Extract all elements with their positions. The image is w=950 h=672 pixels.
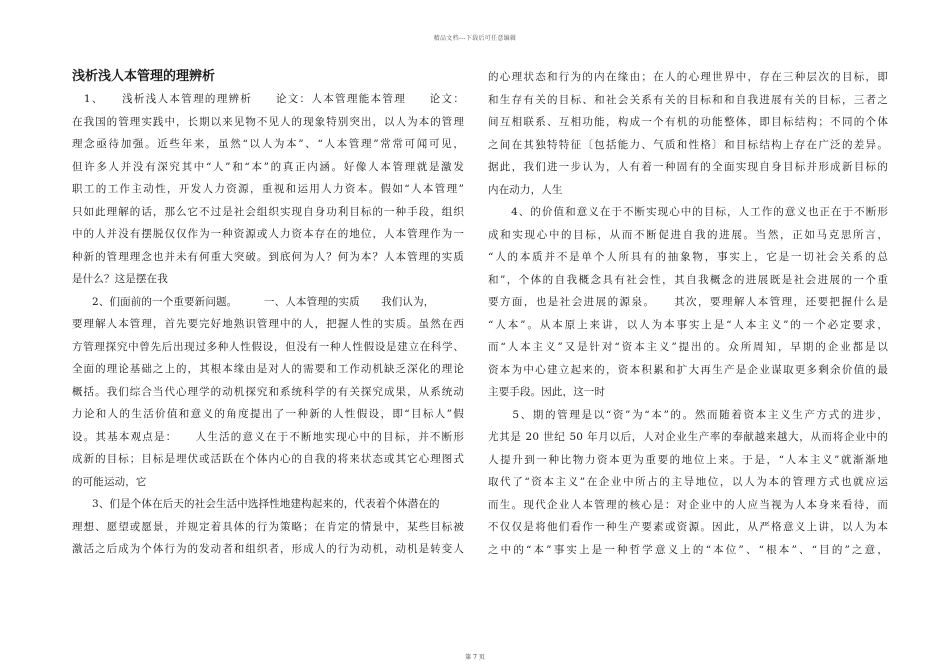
text-line: 种新的管理理念也并未有何重大突破。到底何为人？何为本？人本管理的实质 (72, 250, 464, 263)
paragraph-3-continued (488, 66, 888, 201)
text-line: 理念亟待加强。近些年来，虽然“以人为本”、“人本管理”常常可闻可见， (72, 138, 464, 150)
text-line: 方管理探究中曾先后出现过多种人性假设，但没有一种人性假设是建立在科学、 (72, 340, 464, 353)
text-line: 成新的目标；目标是埋伏或活跃在个体内心的自我的将来状态或其它心理图式 (72, 453, 464, 465)
text-line: 只如此理解的话，那么它不过是社会组织实现自身功利目标的一种手段，组织 (72, 205, 464, 218)
text-line: 概括。我们综合当代心理学的动机探究和系统科学的有关探究成果，从系统动 (72, 385, 464, 398)
text-line: 和”，个体的自我概念具有社会性，其自我概念的进展既是社会进展的一个重 (488, 273, 888, 286)
text-line: 主要手段。因此，这一时 (488, 386, 606, 398)
text-line: 设。其基本观点是： 人生活的意义在于不断地实现心中的目标，并不断形 (72, 430, 464, 443)
text-line: 要方面，也是社会进展的源泉。 其次，要理解人本管理，还要把握什么是 (488, 296, 888, 308)
text-line: 5、期的管理是以“资”为“本”的。然而随着资本主义生产方式的进步， (488, 408, 888, 421)
text-line: 的可能运动，它 (72, 475, 147, 488)
page-header: 精品文档---下载后可任意编辑 (433, 35, 517, 42)
paragraph-1 (72, 88, 464, 291)
text-line: “人本”。从本原上来讲，以人为本事实上是“人本主义”的一个必定要求， (488, 318, 888, 331)
text-line: 是什么？这是摆在我 (72, 273, 168, 285)
right-column (488, 66, 888, 561)
text-line: 成和实现心中的目标，从而不断促进自我的进展。当然，正如马克思所言， (488, 228, 888, 241)
text-line: 内在动力，人生 (488, 183, 563, 196)
text-line: 之间在其独特特征〔包括能力、气质和性格〕和目标结构上存在广泛的差异。 (488, 138, 888, 151)
paragraph-5 (488, 404, 888, 562)
text-line: 资本为中心建立起来的，资本积累和扩大再生产是企业谋取更多剩余价值的最 (488, 363, 888, 376)
text-line: 不仅仅是将他们看作一种生产要素或资源。因此，从严格意义上讲，以人为本 (488, 521, 888, 533)
page-number: 第 7 页 (465, 654, 485, 661)
text-line: 间互相联系、互相功能，构成一个有机的功能整体，即目标结构；不同的个体 (488, 116, 888, 128)
text-line: 在我国的管理实践中，长期以来见物不见人的现象特别突出，以人为本的管理 (72, 115, 464, 128)
text-line: 要理解人本管理，首先要完好地熟识管理中的人，把握人性的实质。虽然在西 (72, 318, 464, 330)
document-title: 浅析浅人本管理的理辨析 (72, 69, 216, 84)
text-line: 中的人并没有摆脱仅仅作为一种资源或人力资本存在的地位，人本管理作为一 (72, 228, 464, 240)
text-line: 和生存有关的目标、和社会关系有关的目标和和自我进展有关的目标，三者之 (488, 93, 888, 106)
text-line: 4、的价值和意义在于不断实现心中的目标，人工作的意义也正在于不断形 (488, 206, 888, 218)
text-line: 而“人本主义”又是针对“资本主义”提出的。众所周知，早期的企业都是以 (488, 341, 888, 353)
text-line: 尤其是 20 世纪 50 年月以后，人对企业生产率的奉献越来越大，从而将企业中的 (488, 431, 888, 443)
text-line: 之中的“本”事实上是一种哲学意义上的“本位”、“根本”、“目的”之意， (488, 543, 888, 556)
text-line: 激活之后成为个体行为的发动者和组织者，形成人的行为动机，动机是转变人 (72, 543, 464, 555)
text-line: 但许多人并没有深究其中“人”和“本”的真正内涵。好像人本管理就是激发 (72, 160, 464, 173)
text-line: 而生。现代企业人本管理的核心是：对企业中的人应当视为人本身来看待，而 (488, 498, 888, 511)
text-line: 2、们面前的一个重要新问题。 一、人本管理的实质 我们认为， (92, 295, 435, 308)
text-line: 全面的理论基础之上的，其根本缘由是对人的需要和工作动机缺乏深化的理论 (72, 363, 464, 375)
text-line: 1、 浅析浅人本管理的理辨析 论文：人本管理能本管理 论文： (72, 93, 464, 105)
text-line: 理想、愿望或愿景，并规定着具体的行为策略；在肯定的情景中，某些目标被 (72, 520, 464, 533)
text-line: 力论和人的生活价值和意义的角度提出了一种新的人性假设，即“目标人”假 (72, 408, 464, 420)
text-line: 取代了“资本主义”在企业中所占的主导地位，以人为本的管理方式也就应运 (488, 476, 888, 488)
text-line: 的心理状态和行为的内在缘由；在人的心理世界中，存在三种层次的目标，即 (488, 71, 888, 83)
paragraph-3 (72, 493, 464, 561)
text-line: 据此，我们进一步认为，人有着一种固有的全面实现自身目标并形成新目标的 (488, 161, 888, 173)
paragraph-4 (488, 201, 888, 404)
text-line: 职工的工作主动性，开发人力资源，重视和运用人力资本。假如“人本管理” (72, 183, 464, 195)
paragraph-2 (72, 291, 464, 494)
text-line: 人提升到一种比物力资本更为重要的地位上来。于是，“人本主义”就渐渐地 (488, 453, 888, 466)
text-line: 3、们是个体在后天的社会生活中选择性地建构起来的，代表着个体潜在的 (92, 498, 440, 510)
left-column (72, 66, 464, 561)
text-line: “人的本质并不是单个人所具有的抽象物，事实上，它是一切社会关系的总 (488, 251, 888, 263)
